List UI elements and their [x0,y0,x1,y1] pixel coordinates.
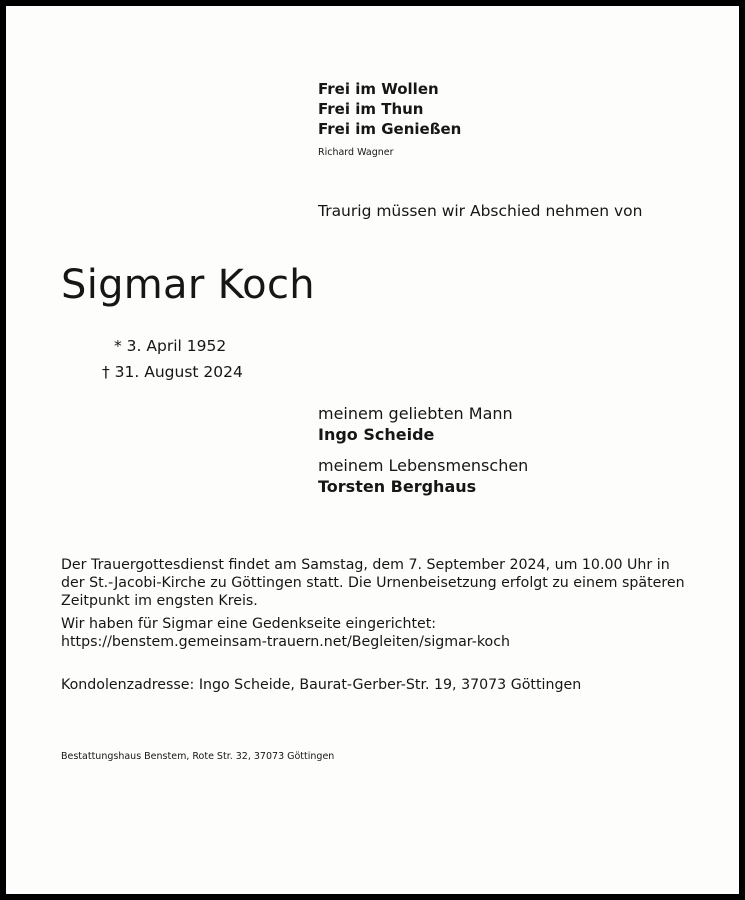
condolence-address: Kondolenzadresse: Ingo Scheide, Baurat-Gerber-Str. 19, 37073 Göttingen [61,677,582,693]
quote-line-2: Frei im Thun [318,100,424,118]
mourner-relation-2: meinem Lebensmenschen [318,456,529,475]
funeral-home-footer: Bestattungshaus Benstem, Rote Str. 32, 37073 Göttingen [61,751,335,762]
mourner-relation-1: meinem geliebten Mann [318,404,513,423]
memorial-line-1: Wir haben für Sigmar eine Gedenkseite eingerichtet: [61,616,437,632]
quote-line-1: Frei im Wollen [318,80,439,98]
quote-author: Richard Wagner [318,147,394,158]
quote-line-3: Frei im Genießen [318,120,462,138]
deceased-name: Sigmar Koch [61,262,315,308]
service-line-3: Zeitpunkt im engsten Kreis. [61,593,258,609]
obituary-page [6,6,739,894]
service-line-2: der St.-Jacobi-Kirche zu Göttingen statt. Die Urnenbeisetzung erfolgt zu einem späteren [61,575,685,591]
intro-text: Traurig müssen wir Abschied nehmen von [318,202,643,220]
mourner-name-1: Ingo Scheide [318,425,435,444]
service-line-1: Der Trauergottesdienst findet am Samstag, dem 7. September 2024, um 10.00 Uhr in [61,557,670,573]
memorial-url: https://benstem.gemeinsam-trauern.net/Begleiten/sigmar-koch [61,634,511,650]
death-date: † 31. August 2024 [102,363,243,381]
mourner-name-2: Torsten Berghaus [318,477,477,496]
birth-date: * 3. April 1952 [114,337,227,355]
